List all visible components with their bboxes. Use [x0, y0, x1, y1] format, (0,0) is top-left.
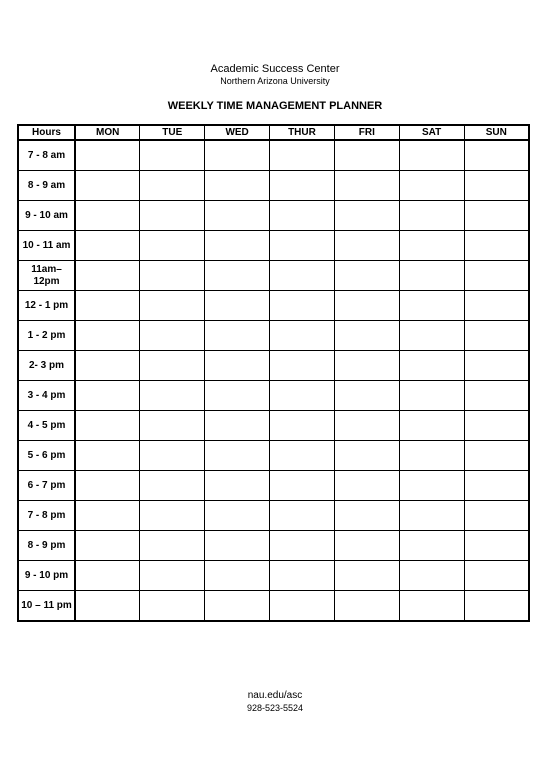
- planner-cell-thur[interactable]: [270, 591, 335, 622]
- planner-cell-sun[interactable]: [464, 231, 529, 261]
- planner-cell-sun[interactable]: [464, 291, 529, 321]
- planner-cell-sat[interactable]: [399, 351, 464, 381]
- day-header-wed: WED: [205, 125, 270, 140]
- hour-label: 2- 3 pm: [18, 351, 75, 381]
- planner-cell-wed[interactable]: [205, 501, 270, 531]
- page-title: WEEKLY TIME MANAGEMENT PLANNER: [167, 100, 383, 112]
- planner-cell-sat[interactable]: [399, 291, 464, 321]
- planner-cell-tue[interactable]: [140, 441, 205, 471]
- planner-cell-sat[interactable]: [399, 471, 464, 501]
- planner-cell-sat[interactable]: [399, 231, 464, 261]
- planner-cell-mon[interactable]: [75, 591, 140, 622]
- planner-cell-mon[interactable]: [75, 351, 140, 381]
- planner-cell-mon[interactable]: [75, 291, 140, 321]
- planner-cell-tue[interactable]: [140, 291, 205, 321]
- table-row: [18, 321, 529, 351]
- planner-cell-sat[interactable]: [399, 501, 464, 531]
- planner-cell-tue[interactable]: [140, 171, 205, 201]
- planner-cell-fri[interactable]: [334, 171, 399, 201]
- organization-name: Academic Success Center: [210, 63, 340, 75]
- planner-cell-fri[interactable]: [334, 471, 399, 501]
- planner-cell-mon[interactable]: [75, 201, 140, 231]
- planner-cell-sun[interactable]: [464, 591, 529, 622]
- day-header-sun: SUN: [464, 125, 529, 140]
- planner-cell-sun[interactable]: [464, 321, 529, 351]
- table-row: [18, 171, 529, 201]
- planner-cell-sun[interactable]: [464, 171, 529, 201]
- planner-cell-sat[interactable]: [399, 261, 464, 291]
- weekly-planner-table: [17, 124, 530, 622]
- planner-cell-mon[interactable]: [75, 411, 140, 441]
- table-row: [18, 591, 529, 622]
- planner-cell-sat[interactable]: [399, 441, 464, 471]
- planner-cell-wed[interactable]: [205, 171, 270, 201]
- planner-cell-fri[interactable]: [334, 531, 399, 561]
- planner-cell-wed[interactable]: [205, 261, 270, 291]
- planner-cell-thur[interactable]: [270, 561, 335, 591]
- planner-cell-thur[interactable]: [270, 201, 335, 231]
- table-row: [18, 140, 529, 171]
- hour-label: 4 - 5 pm: [18, 411, 75, 441]
- table-row: [18, 441, 529, 471]
- day-header-tue: TUE: [140, 125, 205, 140]
- planner-cell-mon[interactable]: [75, 441, 140, 471]
- table-row: [18, 351, 529, 381]
- planner-cell-fri[interactable]: [334, 441, 399, 471]
- planner-cell-tue[interactable]: [140, 381, 205, 411]
- table-row: [18, 261, 529, 291]
- planner-cell-mon[interactable]: [75, 321, 140, 351]
- planner-cell-fri[interactable]: [334, 201, 399, 231]
- planner-cell-mon[interactable]: [75, 471, 140, 501]
- day-header-thur: THUR: [270, 125, 335, 140]
- planner-cell-tue[interactable]: [140, 140, 205, 171]
- planner-cell-fri[interactable]: [334, 501, 399, 531]
- hour-label: 3 - 4 pm: [18, 381, 75, 411]
- planner-cell-thur[interactable]: [270, 171, 335, 201]
- planner-cell-wed[interactable]: [205, 531, 270, 561]
- planner-cell-sat[interactable]: [399, 531, 464, 561]
- planner-cell-sun[interactable]: [464, 561, 529, 591]
- day-header-fri: FRI: [334, 125, 399, 140]
- table-row: [18, 291, 529, 321]
- hours-column-header: Hours: [18, 125, 75, 140]
- planner-cell-thur[interactable]: [270, 140, 335, 171]
- planner-cell-wed[interactable]: [205, 411, 270, 441]
- table-row: [18, 201, 529, 231]
- planner-cell-sun[interactable]: [464, 411, 529, 441]
- planner-cell-sun[interactable]: [464, 140, 529, 171]
- planner-cell-fri[interactable]: [334, 411, 399, 441]
- planner-cell-wed[interactable]: [205, 351, 270, 381]
- hour-label: 5 - 6 pm: [18, 441, 75, 471]
- planner-cell-thur[interactable]: [270, 471, 335, 501]
- planner-cell-tue[interactable]: [140, 201, 205, 231]
- planner-cell-wed[interactable]: [205, 471, 270, 501]
- hour-label: 9 - 10 am: [18, 201, 75, 231]
- planner-cell-thur[interactable]: [270, 291, 335, 321]
- planner-cell-thur[interactable]: [270, 351, 335, 381]
- planner-cell-wed[interactable]: [205, 441, 270, 471]
- hour-label: 10 – 11 pm: [18, 591, 75, 622]
- planner-cell-fri[interactable]: [334, 321, 399, 351]
- hour-label: 1 - 2 pm: [18, 321, 75, 351]
- website-url: nau.edu/asc: [247, 690, 303, 701]
- table-row: [18, 231, 529, 261]
- hour-label: 8 - 9 pm: [18, 531, 75, 561]
- day-header-sat: SAT: [399, 125, 464, 140]
- hour-label: 8 - 9 am: [18, 171, 75, 201]
- planner-cell-tue[interactable]: [140, 351, 205, 381]
- table-row: [18, 411, 529, 441]
- table-row: [18, 471, 529, 501]
- hour-label: 9 - 10 pm: [18, 561, 75, 591]
- planner-cell-thur[interactable]: [270, 261, 335, 291]
- planner-cell-tue[interactable]: [140, 471, 205, 501]
- planner-cell-wed[interactable]: [205, 591, 270, 622]
- planner-cell-mon[interactable]: [75, 531, 140, 561]
- planner-cell-mon[interactable]: [75, 231, 140, 261]
- planner-cell-mon[interactable]: [75, 561, 140, 591]
- planner-cell-wed[interactable]: [205, 231, 270, 261]
- planner-cell-fri[interactable]: [334, 231, 399, 261]
- planner-cell-tue[interactable]: [140, 501, 205, 531]
- hour-label: 6 - 7 pm: [18, 471, 75, 501]
- planner-cell-tue[interactable]: [140, 411, 205, 441]
- planner-cell-fri[interactable]: [334, 140, 399, 171]
- planner-cell-tue[interactable]: [140, 231, 205, 261]
- planner-cell-tue[interactable]: [140, 321, 205, 351]
- planner-cell-wed[interactable]: [205, 140, 270, 171]
- planner-cell-thur[interactable]: [270, 381, 335, 411]
- planner-cell-tue[interactable]: [140, 531, 205, 561]
- planner-cell-sat[interactable]: [399, 591, 464, 622]
- planner-cell-thur[interactable]: [270, 231, 335, 261]
- table-row: [18, 531, 529, 561]
- planner-cell-fri[interactable]: [334, 291, 399, 321]
- planner-cell-sat[interactable]: [399, 411, 464, 441]
- planner-cell-mon[interactable]: [75, 140, 140, 171]
- planner-cell-sun[interactable]: [464, 381, 529, 411]
- planner-cell-fri[interactable]: [334, 381, 399, 411]
- planner-cell-mon[interactable]: [75, 171, 140, 201]
- planner-cell-thur[interactable]: [270, 441, 335, 471]
- planner-cell-sat[interactable]: [399, 321, 464, 351]
- day-header-mon: MON: [75, 125, 140, 140]
- page-footer: [0, 689, 550, 714]
- hour-label: 10 - 11 am: [18, 231, 75, 261]
- planner-cell-fri[interactable]: [334, 351, 399, 381]
- university-name: Northern Arizona University: [220, 76, 330, 86]
- planner-cell-thur[interactable]: [270, 501, 335, 531]
- planner-cell-thur[interactable]: [270, 411, 335, 441]
- planner-cell-wed[interactable]: [205, 381, 270, 411]
- planner-cell-wed[interactable]: [205, 561, 270, 591]
- planner-cell-sun[interactable]: [464, 501, 529, 531]
- planner-cell-sun[interactable]: [464, 531, 529, 561]
- planner-cell-sat[interactable]: [399, 381, 464, 411]
- planner-cell-tue[interactable]: [140, 261, 205, 291]
- planner-cell-mon[interactable]: [75, 381, 140, 411]
- page-header: [0, 63, 550, 113]
- table-row: [18, 561, 529, 591]
- planner-cell-wed[interactable]: [205, 291, 270, 321]
- planner-cell-sat[interactable]: [399, 201, 464, 231]
- planner-cell-thur[interactable]: [270, 531, 335, 561]
- planner-cell-sat[interactable]: [399, 171, 464, 201]
- planner-cell-sun[interactable]: [464, 261, 529, 291]
- planner-cell-sat[interactable]: [399, 561, 464, 591]
- hour-label: 7 - 8 pm: [18, 501, 75, 531]
- table-row: [18, 501, 529, 531]
- planner-cell-mon[interactable]: [75, 261, 140, 291]
- planner-cell-fri[interactable]: [334, 561, 399, 591]
- planner-cell-tue[interactable]: [140, 591, 205, 622]
- planner-cell-fri[interactable]: [334, 591, 399, 622]
- hour-label: 12 - 1 pm: [18, 291, 75, 321]
- planner-cell-wed[interactable]: [205, 201, 270, 231]
- planner-cell-sun[interactable]: [464, 201, 529, 231]
- table-header-row: [18, 125, 529, 140]
- planner-cell-tue[interactable]: [140, 561, 205, 591]
- hour-label: 7 - 8 am: [18, 140, 75, 171]
- planner-cell-sat[interactable]: [399, 140, 464, 171]
- planner-cell-wed[interactable]: [205, 321, 270, 351]
- hour-label: 11am–12pm: [18, 261, 75, 291]
- planner-cell-mon[interactable]: [75, 501, 140, 531]
- planner-cell-sun[interactable]: [464, 471, 529, 501]
- planner-cell-sun[interactable]: [464, 441, 529, 471]
- phone-number: 928-523-5524: [246, 703, 304, 713]
- table-row: [18, 381, 529, 411]
- planner-cell-fri[interactable]: [334, 261, 399, 291]
- planner-cell-sun[interactable]: [464, 351, 529, 381]
- planner-cell-thur[interactable]: [270, 321, 335, 351]
